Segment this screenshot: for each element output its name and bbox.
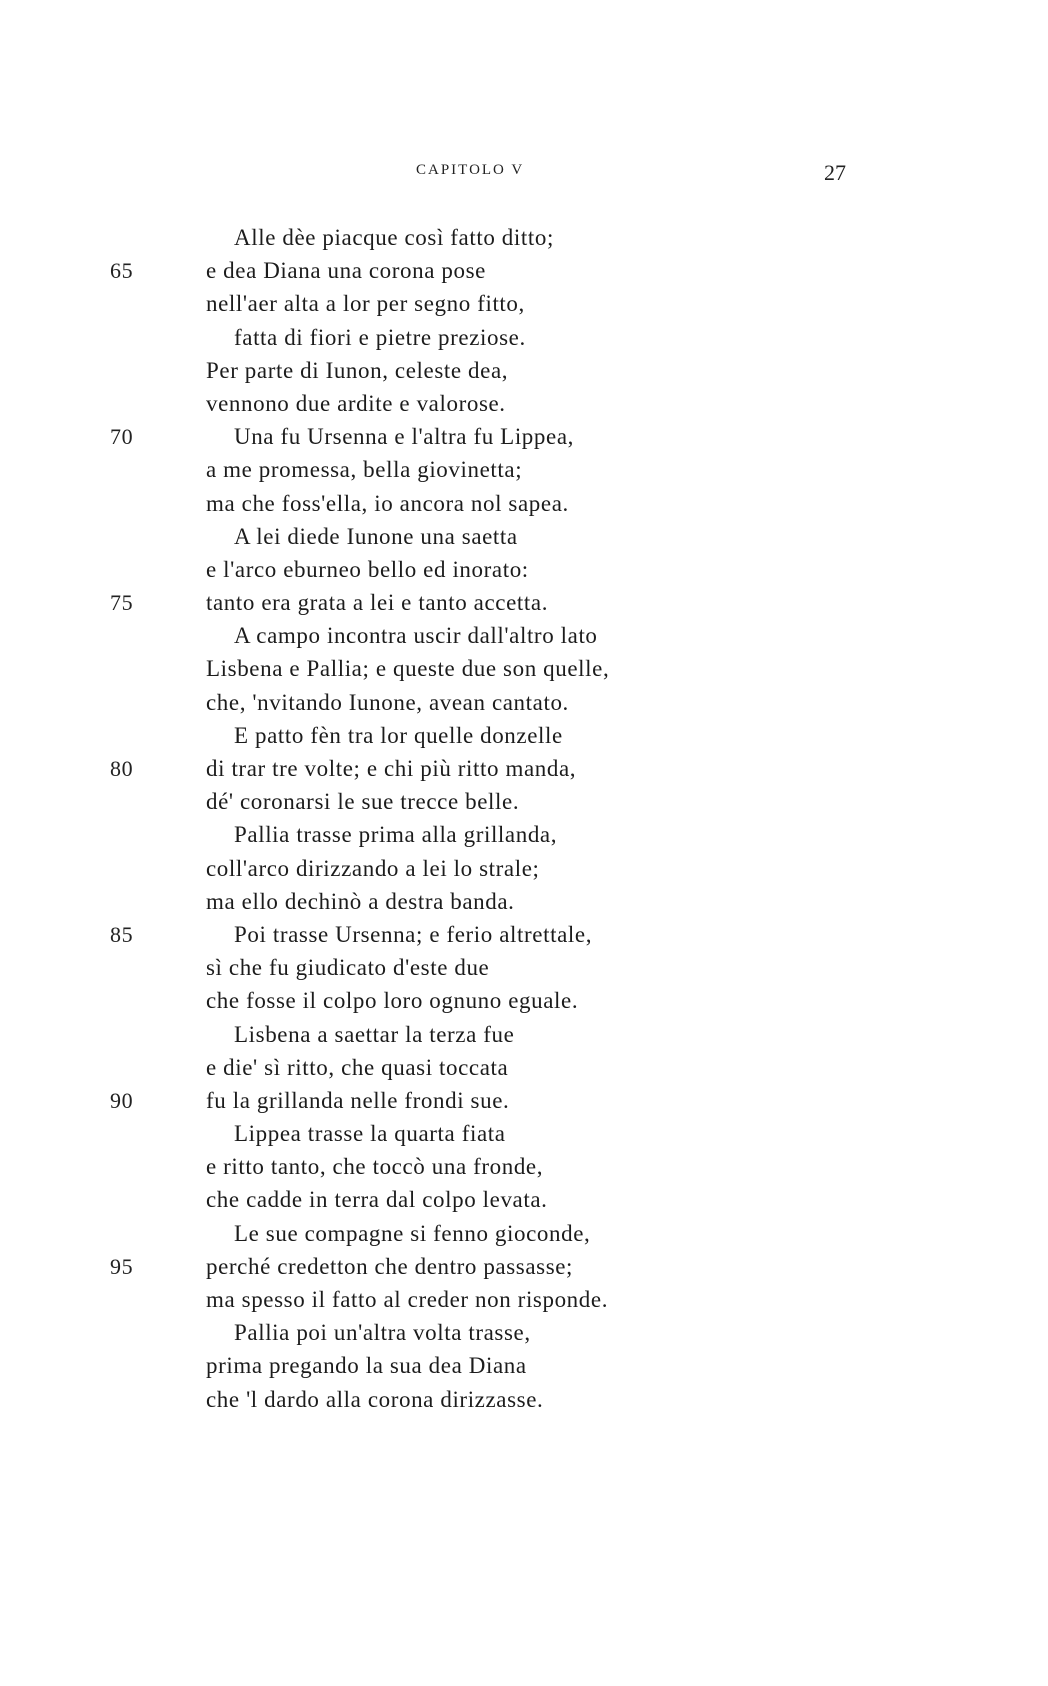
line-text: ma che foss'ella, io ancora nol sapea. [206,490,569,516]
line-text: a me promessa, bella giovinetta; [206,457,523,483]
line-number: 80 [110,756,134,781]
verse-line [0,918,1048,951]
line-text: e ritto tanto, che toccò una fronde, [206,1154,544,1180]
verse-line [0,752,1048,785]
verse-line [0,951,1048,984]
verse-line [0,1183,1048,1216]
verse-line [0,1051,1048,1084]
verse-line [0,1316,1048,1349]
line-text: Lippea trasse la quarta fiata [234,1121,506,1147]
line-text: ma ello dechinò a destra banda. [206,888,515,914]
chapter-title: CAPITOLO V [416,162,525,178]
verse-line [0,1383,1048,1416]
line-text: Pallia poi un'altra volta trasse, [234,1320,531,1346]
verse-line [0,221,1048,254]
verse-line [0,321,1048,354]
verse-line [0,354,1048,387]
verse-line [0,487,1048,520]
line-text: e dea Diana una corona pose [206,258,486,284]
verse-line [0,818,1048,851]
verse-line [0,885,1048,918]
line-text: che fosse il colpo loro ognuno eguale. [206,988,579,1014]
verse-line [0,287,1048,320]
line-text: Lisbena e Pallia; e queste due son quelle, [206,656,610,682]
verse-line [0,852,1048,885]
verse-line [0,1349,1048,1382]
line-text: fu la grillanda nelle frondi sue. [206,1087,510,1113]
line-text: Le sue compagne si fenno gioconde, [234,1220,591,1246]
line-text: dé' coronarsi le sue trecce belle. [206,789,520,815]
line-text: che 'l dardo alla corona dirizzasse. [206,1386,544,1412]
verse-line [0,586,1048,619]
verse-line [0,719,1048,752]
line-text: fatta di fiori e pietre preziose. [234,324,526,350]
line-text: coll'arco dirizzando a lei lo strale; [206,855,540,881]
line-text: Pallia trasse prima alla grillanda, [234,822,558,848]
line-text: vennono due ardite e valorose. [206,390,506,416]
line-text: nell'aer alta a lor per segno fitto, [206,291,525,317]
line-text: E patto fèn tra lor quelle donzelle [234,722,563,748]
line-text: che cadde in terra dal colpo levata. [206,1187,548,1213]
line-number: 75 [110,590,134,616]
verse-line [0,420,1048,453]
verse-block [0,221,1048,1416]
line-number: 70 [110,424,134,450]
verse-line [0,1283,1048,1316]
verse-line [0,1018,1048,1051]
line-text: Una fu Ursenna e l'altra fu Lippea, [234,424,574,450]
line-text: A lei diede Iunone una saetta [234,523,518,549]
verse-line [0,984,1048,1017]
line-number: 85 [110,921,134,947]
verse-line [0,1217,1048,1250]
verse-line [0,619,1048,652]
verse-line [0,652,1048,685]
line-text: ma spesso il fatto al creder non risponde. [206,1287,609,1312]
line-text: tanto era grata a lei e tanto accetta. [206,590,549,616]
line-text: perché credetton che dentro passasse; [206,1253,574,1279]
line-text: sì che fu giudicato d'este due [206,955,490,981]
line-text: A campo incontra uscir dall'altro lato [234,623,598,649]
line-number: 95 [110,1253,134,1279]
verse-line [0,553,1048,586]
verse-line [0,1117,1048,1150]
verse-line [0,1250,1048,1283]
verse-line [0,387,1048,420]
verse-line [0,1150,1048,1183]
line-text: e l'arco eburneo bello ed inorato: [206,556,529,582]
line-number: 65 [110,258,134,284]
line-text: Per parte di Iunon, celeste dea, [206,357,509,383]
line-text: Alle dèe piacque così fatto ditto; [234,225,554,250]
verse-line [0,254,1048,287]
running-head [0,160,1048,190]
page-number: 27 [824,160,846,185]
line-text: Poi trasse Ursenna; e ferio altrettale, [234,921,593,947]
line-text: di trar tre volte; e chi più ritto manda, [206,756,577,781]
line-text: Lisbena a saettar la terza fue [234,1021,515,1047]
line-text: che, 'nvitando Iunone, avean cantato. [206,689,569,715]
line-text: e die' sì ritto, che quasi toccata [206,1054,509,1080]
verse-line [0,1084,1048,1117]
verse-line [0,453,1048,486]
line-number: 90 [110,1087,134,1113]
line-text: prima pregando la sua dea Diana [206,1353,527,1379]
verse-line [0,785,1048,818]
verse-line [0,520,1048,553]
verse-line [0,686,1048,719]
